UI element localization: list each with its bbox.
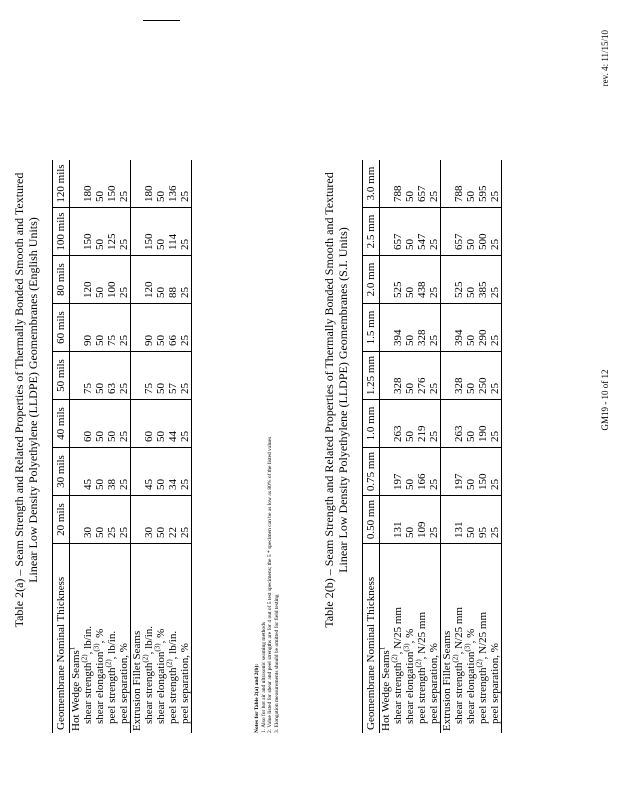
value-cell: 25 — [118, 448, 131, 496]
table-a-title-line1: Table 2(a) – Seam Strength and Related Properties of Thermally Bonded Smooth and Textured — [12, 172, 26, 628]
row-unit: , % — [465, 628, 477, 644]
value-cell: 25 — [179, 256, 192, 304]
empty-cell — [131, 304, 144, 352]
empty-cell — [70, 208, 83, 256]
header-thickness-cell: 20 mils — [53, 496, 70, 544]
value-cell: 50 — [404, 160, 416, 208]
value-cell: 394 — [453, 304, 465, 352]
value-cell: 25 — [179, 400, 192, 448]
header-thickness-cell: 2.5 mm — [363, 208, 380, 256]
header-thickness-cell: 1.25 mm — [363, 352, 380, 400]
table-a-title-line2: Linear Low Density Polyethylene (LLDPE) Geomembranes (English Units) — [26, 217, 40, 583]
category-label — [131, 544, 144, 734]
value-cell: 50 — [404, 256, 416, 304]
row-label-text: shear elongation — [465, 651, 477, 724]
page-number: GM19 - 10 of 12 — [600, 369, 610, 431]
value-cell: 25 — [489, 448, 502, 496]
value-cell: 25 — [118, 304, 131, 352]
value-cell: 657 — [453, 208, 465, 256]
table-row — [428, 160, 441, 733]
header-label-cell: Geomembrane Nominal Thickness — [53, 544, 70, 734]
table-row — [94, 160, 106, 733]
empty-cell — [70, 256, 83, 304]
value-cell: 385 — [477, 256, 489, 304]
value-cell: 25 — [428, 208, 441, 256]
notes-heading: Notes for Table 2(a) and 2(b): — [254, 663, 260, 733]
value-cell: 50 — [155, 448, 167, 496]
footnote-marker: (2) — [104, 659, 113, 668]
row-unit: , N/25 mm — [416, 611, 428, 660]
value-cell: 75 — [106, 304, 118, 352]
value-cell: 63 — [106, 352, 118, 400]
row-label — [392, 544, 404, 734]
value-cell: 25 — [118, 256, 131, 304]
row-label-text: shear strength — [453, 662, 465, 724]
value-cell: 394 — [392, 304, 404, 352]
table-row — [155, 160, 167, 733]
value-cell: 50 — [404, 448, 416, 496]
value-cell: 25 — [179, 208, 192, 256]
row-label — [489, 544, 502, 734]
row-unit: , % — [94, 628, 106, 644]
value-cell: 50 — [94, 448, 106, 496]
value-cell: 38 — [106, 448, 118, 496]
header-thickness-cell: 3.0 mm — [363, 160, 380, 208]
value-cell: 25 — [118, 352, 131, 400]
footnote-marker: (2) — [451, 654, 460, 663]
value-cell: 22 — [167, 496, 179, 544]
header-thickness-cell: 0.50 mm — [363, 496, 380, 544]
row-label — [106, 544, 118, 734]
value-cell: 131 — [453, 496, 465, 544]
category-row — [380, 160, 393, 733]
row-label-text: shear elongation — [94, 651, 106, 724]
value-cell: 25 — [118, 400, 131, 448]
value-cell: 250 — [477, 352, 489, 400]
value-cell: 25 — [179, 352, 192, 400]
category-label — [380, 544, 393, 734]
value-cell: 100 — [106, 256, 118, 304]
note-item-2: 2. Value listed for shear and peel strengths are for 4 out of 5 test specimens; the 5 * specimen can be as low as 80% of the listed values — [267, 436, 273, 733]
value-cell: 25 — [489, 496, 502, 544]
table-row — [106, 160, 118, 733]
value-cell: 25 — [489, 256, 502, 304]
row-label — [143, 544, 155, 734]
empty-cell — [380, 352, 393, 400]
empty-cell — [131, 256, 144, 304]
row-unit: , % — [155, 628, 167, 644]
value-cell: 45 — [143, 448, 155, 496]
header-thickness-cell: 120 mils — [53, 160, 70, 208]
header-thickness-cell: 80 mils — [53, 256, 70, 304]
category-text: Hot Wedge Seams — [380, 650, 392, 731]
value-cell: 197 — [392, 448, 404, 496]
header-thickness-cell: 100 mils — [53, 208, 70, 256]
footnote-marker: (3) — [402, 643, 411, 652]
value-cell: 50 — [155, 400, 167, 448]
notes — [254, 437, 280, 733]
value-cell: 66 — [167, 304, 179, 352]
value-cell: 328 — [392, 352, 404, 400]
empty-cell — [131, 400, 144, 448]
value-cell: 25 — [489, 160, 502, 208]
empty-cell — [380, 160, 393, 208]
value-cell: 50 — [465, 496, 477, 544]
footnote-marker: (3) — [153, 643, 162, 652]
empty-cell — [380, 400, 393, 448]
value-cell: 50 — [404, 208, 416, 256]
value-cell: 438 — [416, 256, 428, 304]
table-row — [465, 160, 477, 733]
empty-cell — [131, 160, 144, 208]
row-label — [94, 544, 106, 734]
row-label — [404, 544, 416, 734]
empty-cell — [70, 448, 83, 496]
value-cell: 219 — [416, 400, 428, 448]
footnote-marker: (3) — [463, 643, 472, 652]
revision-label: rev. 4: 11/15/10 — [600, 30, 610, 87]
value-cell: 50 — [94, 496, 106, 544]
value-cell: 95 — [477, 496, 489, 544]
row-label — [179, 544, 192, 734]
value-cell: 788 — [453, 160, 465, 208]
value-cell: 120 — [82, 256, 94, 304]
empty-cell — [441, 304, 454, 352]
value-cell: 109 — [416, 496, 428, 544]
value-cell: 75 — [143, 352, 155, 400]
value-cell: 50 — [465, 304, 477, 352]
value-cell: 90 — [82, 304, 94, 352]
value-cell: 25 — [118, 160, 131, 208]
value-cell: 25 — [179, 304, 192, 352]
row-label-text: peel separation, % — [118, 643, 130, 724]
value-cell: 30 — [82, 496, 94, 544]
row-label-text: peel separation, % — [428, 643, 440, 724]
value-cell: 328 — [453, 352, 465, 400]
empty-cell — [131, 352, 144, 400]
row-label-text: peel separation, % — [489, 643, 501, 724]
value-cell: 25 — [428, 352, 441, 400]
empty-cell — [441, 160, 454, 208]
empty-cell — [380, 256, 393, 304]
value-cell: 547 — [416, 208, 428, 256]
value-cell: 25 — [118, 208, 131, 256]
value-cell: 57 — [167, 352, 179, 400]
empty-cell — [441, 208, 454, 256]
category-row — [131, 160, 144, 733]
value-cell: 25 — [118, 496, 131, 544]
category-row — [441, 160, 454, 733]
empty-cell — [441, 256, 454, 304]
value-cell: 75 — [82, 352, 94, 400]
value-cell: 525 — [453, 256, 465, 304]
category-label — [441, 544, 454, 734]
value-cell: 50 — [155, 496, 167, 544]
empty-cell — [131, 208, 144, 256]
value-cell: 180 — [82, 160, 94, 208]
value-cell: 50 — [94, 304, 106, 352]
row-label-text: peel separation, % — [179, 643, 191, 724]
value-cell: 50 — [465, 352, 477, 400]
footnote-marker: (2) — [475, 659, 484, 668]
value-cell: 50 — [465, 400, 477, 448]
footnote-marker: 1 — [68, 646, 77, 651]
empty-cell — [441, 448, 454, 496]
footnote-marker: (2) — [165, 659, 174, 668]
value-cell: 60 — [143, 400, 155, 448]
empty-cell — [380, 496, 393, 544]
value-cell: 657 — [392, 208, 404, 256]
empty-cell — [441, 352, 454, 400]
row-label-text: shear strength — [143, 662, 155, 724]
value-cell: 44 — [167, 400, 179, 448]
table-row — [118, 160, 131, 733]
table-a — [52, 160, 192, 733]
footnote-marker: 1 — [378, 646, 387, 651]
value-cell: 150 — [106, 160, 118, 208]
value-cell: 166 — [416, 448, 428, 496]
value-cell: 263 — [453, 400, 465, 448]
table-a-title — [12, 0, 40, 800]
row-label — [465, 544, 477, 734]
table-b-title-line2: Linear Low Density Polyethylene (LLDPE) Geomembranes (S.I. Units) — [336, 227, 350, 573]
row-label — [155, 544, 167, 734]
empty-cell — [441, 496, 454, 544]
row-unit: , lb/in. — [82, 626, 94, 655]
value-cell: 50 — [106, 400, 118, 448]
row-label-text: peel strength — [416, 667, 428, 724]
empty-cell — [131, 448, 144, 496]
value-cell: 50 — [155, 160, 167, 208]
value-cell: 197 — [453, 448, 465, 496]
value-cell: 88 — [167, 256, 179, 304]
value-cell: 25 — [489, 304, 502, 352]
value-cell: 50 — [465, 256, 477, 304]
row-label — [118, 544, 131, 734]
empty-cell — [70, 496, 83, 544]
value-cell: 25 — [428, 400, 441, 448]
value-cell: 50 — [404, 496, 416, 544]
table-row — [404, 160, 416, 733]
value-cell: 50 — [94, 352, 106, 400]
value-cell: 50 — [155, 208, 167, 256]
row-unit: , N/25 mm — [477, 611, 489, 660]
value-cell: 25 — [428, 496, 441, 544]
row-label-text: shear strength — [392, 662, 404, 724]
header-thickness-cell: 50 mils — [53, 352, 70, 400]
footnote-marker: (2) — [141, 654, 150, 663]
value-cell: 25 — [179, 496, 192, 544]
empty-cell — [70, 400, 83, 448]
table-b-title — [322, 0, 350, 800]
empty-cell — [131, 496, 144, 544]
header-thickness-cell: 0.75 mm — [363, 448, 380, 496]
value-cell: 25 — [489, 400, 502, 448]
header-thickness-cell: 60 mils — [53, 304, 70, 352]
row-label-text: peel strength — [167, 667, 179, 724]
value-cell: 114 — [167, 208, 179, 256]
value-cell: 25 — [179, 448, 192, 496]
value-cell: 190 — [477, 400, 489, 448]
value-cell: 788 — [392, 160, 404, 208]
empty-cell — [441, 400, 454, 448]
note-item-1: 1. Also for hot air and ultrasonic seaming methods — [260, 621, 267, 733]
value-cell: 34 — [167, 448, 179, 496]
value-cell: 50 — [404, 352, 416, 400]
table-row — [167, 160, 179, 733]
empty-cell — [380, 304, 393, 352]
value-cell: 120 — [143, 256, 155, 304]
value-cell: 136 — [167, 160, 179, 208]
value-cell: 50 — [155, 352, 167, 400]
value-cell: 50 — [94, 160, 106, 208]
row-label-text: shear strength — [82, 662, 94, 724]
value-cell: 276 — [416, 352, 428, 400]
row-label — [82, 544, 94, 734]
header-thickness-cell: 40 mils — [53, 400, 70, 448]
table-b — [362, 160, 502, 733]
table-row — [477, 160, 489, 733]
header-row — [53, 160, 70, 733]
value-cell: 150 — [477, 448, 489, 496]
table-b-title-line1: Table 2(b) – Seam Strength and Related Properties of Thermally Bonded Smooth and Textured — [322, 172, 336, 628]
empty-cell — [70, 160, 83, 208]
empty-cell — [380, 208, 393, 256]
empty-cell — [70, 304, 83, 352]
row-unit: , N/25 mm — [392, 607, 404, 655]
value-cell: 150 — [143, 208, 155, 256]
value-cell: 290 — [477, 304, 489, 352]
row-unit: , lb/in. — [106, 630, 118, 660]
value-cell: 500 — [477, 208, 489, 256]
header-thickness-cell: 2.0 mm — [363, 256, 380, 304]
value-cell: 50 — [155, 256, 167, 304]
category-row — [70, 160, 83, 733]
footnote-marker: (2) — [390, 654, 399, 663]
table-row — [179, 160, 192, 733]
row-label-text: peel strength — [106, 667, 118, 724]
value-cell: 657 — [416, 160, 428, 208]
value-cell: 25 — [428, 304, 441, 352]
value-cell: 595 — [477, 160, 489, 208]
value-cell: 60 — [82, 400, 94, 448]
row-label — [428, 544, 441, 734]
value-cell: 50 — [465, 160, 477, 208]
table-row — [416, 160, 428, 733]
value-cell: 50 — [465, 448, 477, 496]
value-cell: 50 — [94, 256, 106, 304]
value-cell: 150 — [82, 208, 94, 256]
value-cell: 90 — [143, 304, 155, 352]
empty-cell — [380, 448, 393, 496]
category-text: Extrusion Fillet Seams — [441, 630, 453, 731]
value-cell: 25 — [179, 160, 192, 208]
row-label — [416, 544, 428, 734]
row-label-text: shear elongation — [155, 651, 167, 724]
value-cell: 50 — [94, 208, 106, 256]
category-text: Hot Wedge Seams — [70, 650, 82, 731]
value-cell: 328 — [416, 304, 428, 352]
row-unit: , lb/in. — [167, 630, 179, 660]
value-cell: 50 — [404, 400, 416, 448]
row-unit: , N/25 mm — [453, 607, 465, 655]
value-cell: 131 — [392, 496, 404, 544]
row-label — [453, 544, 465, 734]
value-cell: 25 — [489, 352, 502, 400]
note-item-3: 3. Elongation measurements should be omitted for field testing — [273, 594, 280, 733]
header-thickness-cell: 30 mils — [53, 448, 70, 496]
value-cell: 263 — [392, 400, 404, 448]
header-label-cell: Geomembrane Nominal Thickness — [363, 544, 380, 734]
value-cell: 50 — [155, 304, 167, 352]
category-text: Extrusion Fillet Seams — [131, 630, 143, 731]
header-thickness-cell: 1.0 mm — [363, 400, 380, 448]
row-label — [477, 544, 489, 734]
value-cell: 25 — [428, 160, 441, 208]
value-cell: 50 — [404, 304, 416, 352]
footnote-marker: (2) — [80, 654, 89, 663]
table-row — [489, 160, 502, 733]
value-cell: 525 — [392, 256, 404, 304]
row-label-text: peel strength — [477, 667, 489, 724]
row-unit: , lb/in. — [143, 626, 155, 655]
value-cell: 125 — [106, 208, 118, 256]
value-cell: 25 — [428, 448, 441, 496]
value-cell: 180 — [143, 160, 155, 208]
row-label — [167, 544, 179, 734]
value-cell: 25 — [428, 256, 441, 304]
footnote-marker: (3) — [92, 643, 101, 652]
header-row — [363, 160, 380, 733]
row-label-text: shear elongation — [404, 651, 416, 724]
value-cell: 25 — [489, 208, 502, 256]
value-cell: 30 — [143, 496, 155, 544]
value-cell: 50 — [465, 208, 477, 256]
value-cell: 25 — [106, 496, 118, 544]
value-cell: 45 — [82, 448, 94, 496]
header-thickness-cell: 1.5 mm — [363, 304, 380, 352]
footnote-marker: (2) — [414, 659, 423, 668]
category-label — [70, 544, 83, 734]
empty-cell — [70, 352, 83, 400]
value-cell: 50 — [94, 400, 106, 448]
row-unit: , % — [404, 628, 416, 644]
